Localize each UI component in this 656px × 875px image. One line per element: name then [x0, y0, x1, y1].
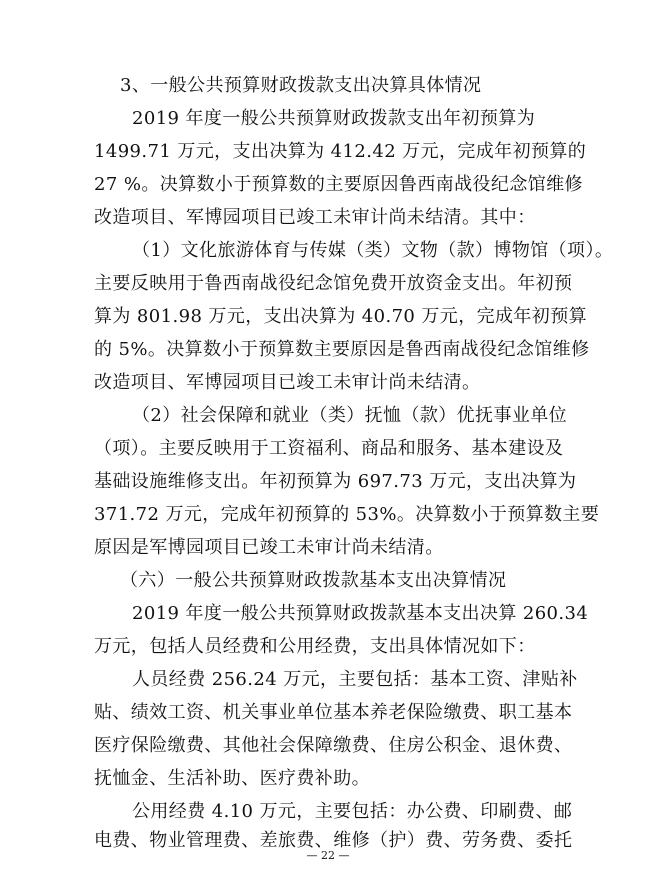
paragraph-line: 电费、物业管理费、差旅费、维修（护）费、劳务费、委托	[94, 830, 573, 851]
paragraph-line: 人员经费 256.24 万元，主要包括：基本工资、津贴补	[132, 669, 578, 690]
paragraph-line: 27 %。决算数小于预算数的主要原因鲁西南战役纪念馆维修	[94, 174, 583, 195]
paragraph-line: 原因是军博园项目已竣工未审计尚未结清。	[94, 537, 444, 558]
subsection-heading: （2）社会保障和就业（类）抚恤（款）优抚事业单位	[132, 405, 568, 426]
paragraph-line: 贴、绩效工资、机关事业单位基本养老保险缴费、职工基本	[94, 702, 573, 723]
page-number: — 22 —	[306, 849, 350, 862]
section-heading: （六）一般公共预算财政拨款基本支出决算情况	[120, 570, 507, 591]
section-heading: 3、一般公共预算财政拨款支出决算具体情况	[120, 75, 482, 96]
paragraph-line: 371.72 万元，完成年初预算的 53%。决算数小于预算数主要	[94, 504, 600, 525]
paragraph-line: 算为 801.98 万元，支出决算为 40.70 万元，完成年初预算	[94, 306, 587, 327]
paragraph-line: 主要反映用于鲁西南战役纪念馆免费开放资金支出。年初预	[94, 273, 573, 294]
paragraph-line: 医疗保险缴费、其他社会保障缴费、住房公积金、退休费、	[94, 735, 573, 756]
paragraph-line: 改造项目、军博园项目已竣工未审计尚未结清。	[94, 372, 481, 393]
paragraph-line: 基础设施维修支出。年初预算为 697.73 万元，支出决算为	[94, 471, 577, 492]
paragraph-line: 1499.71 万元，支出决算为 412.42 万元，完成年初预算的	[94, 141, 587, 162]
paragraph-line: 2019 年度一般公共预算财政拨款基本支出决算 260.34	[132, 603, 589, 624]
paragraph-line: 万元，包括人员经费和公用经费，支出具体情况如下：	[94, 636, 536, 657]
paragraph-line: 改造项目、军博园项目已竣工未审计尚未结清。其中：	[94, 207, 536, 228]
subsection-heading: （1）文化旅游体育与传媒（类）文物（款）博物馆（项）。	[132, 240, 614, 261]
paragraph-line: 抚恤金、生活补助、医疗费补助。	[94, 768, 370, 789]
paragraph-line: 的 5%。决算数小于预算数主要原因是鲁西南战役纪念馆维修	[94, 339, 590, 360]
paragraph-line: 公用经费 4.10 万元，主要包括：办公费、印刷费、邮	[132, 801, 573, 822]
paragraph-line: （项）。主要反映用于工资福利、商品和服务、基本建设及	[94, 438, 564, 459]
paragraph-line: 2019 年度一般公共预算财政拨款支出年初预算为	[132, 108, 536, 129]
